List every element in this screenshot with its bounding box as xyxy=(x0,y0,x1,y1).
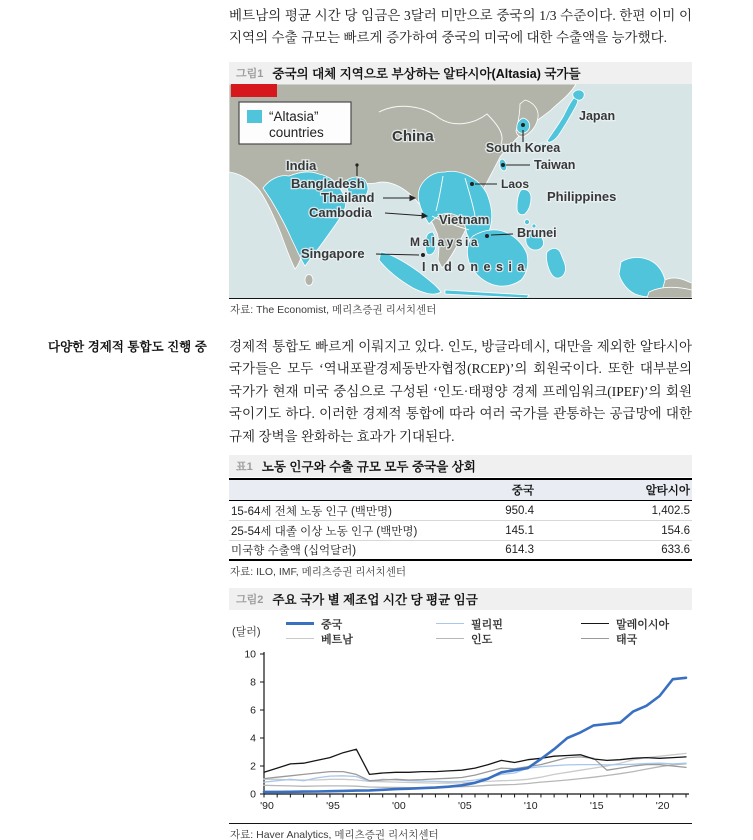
altasia-map xyxy=(229,84,692,298)
row-label: 미국향 수출액 (십억달러) xyxy=(231,545,357,557)
legend-item xyxy=(581,631,731,646)
table-row xyxy=(229,541,692,561)
map-label-philippines: Philippines xyxy=(547,189,617,204)
row-label: 15-64세 전체 노동 인구 (백만명) xyxy=(231,505,392,518)
table-row xyxy=(229,521,692,541)
map-label-singapore: Singapore xyxy=(301,246,365,261)
figure1-header-bar xyxy=(229,62,692,84)
svg-text:10: 10 xyxy=(244,648,256,661)
row-label: 25-54세 대졸 이상 노동 인구 (백만명) xyxy=(231,525,418,538)
figure2-source: 자료: Haver Analytics, 메리츠증권 리서치센터 xyxy=(229,823,692,840)
figure1-title: 중국의 대체 지역으로 부상하는 알타시아(Altasia) 국가들 xyxy=(272,67,581,81)
legend-item xyxy=(286,631,436,646)
table1-title: 노동 인구와 수출 규모 모두 중국을 상회 xyxy=(261,460,476,474)
legend-label: 필리핀 xyxy=(471,618,503,631)
legend-item xyxy=(581,616,731,631)
svg-text:'90: '90 xyxy=(260,800,274,812)
svg-text:'20: '20 xyxy=(655,800,670,812)
map-legend-line2: countries xyxy=(269,125,324,140)
map-label-laos: Laos xyxy=(501,177,530,191)
svg-text:'95: '95 xyxy=(326,800,340,812)
table1-block xyxy=(229,455,692,579)
legend-label: 중국 xyxy=(321,618,343,631)
map-label-brunei: Brunei xyxy=(517,226,557,240)
svg-text:2: 2 xyxy=(250,760,256,773)
map-label-indonesia: Indonesia xyxy=(422,260,530,274)
map-label-china: China xyxy=(392,128,434,145)
chart-legend-row xyxy=(229,614,692,648)
svg-text:'00: '00 xyxy=(392,800,406,812)
legend-swatch xyxy=(581,623,609,625)
body-paragraph: 경제적 통합도 빠르게 이뤄지고 있다. 인도, 방글라데시, 대만을 제외한 알타시아 국가들은 모두 ‘역내포괄경제동반자협정(RCEP)’의 회원국이다. 또한 대부분의 국가가 현재 미국 중심으로 구성된 ‘인도·태평양 경제 프레임워크(IPEF)’의 회원국이기도 하다. 이러한 경제적 통합에 따라 여러 국가를 관통하는 공급망에 대한 규제 장벽을 완화하는 효과가 기대된다. xyxy=(229,339,692,444)
row-value-china: 145.1 xyxy=(505,524,534,537)
svg-text:8: 8 xyxy=(250,676,256,689)
col-header-altasia: 알타시아 xyxy=(645,485,690,497)
chart-legend xyxy=(286,616,731,646)
sidebar-note: 다양한 경제적 통합도 진행 중 xyxy=(48,340,207,354)
table-row xyxy=(229,501,692,521)
figure2-tag: 그림2 xyxy=(236,594,264,606)
svg-text:6: 6 xyxy=(250,704,256,717)
intro-paragraph: 베트남의 평균 시간 당 임금은 3달러 미만으로 중국의 1/3 수준이다. 한편 이미 이 지역의 수출 규모는 빠르게 증가하여 중국의 미국에 대한 수출액을 능가했다. xyxy=(229,8,692,45)
legend-item xyxy=(436,631,581,646)
legend-label: 말레이시아 xyxy=(616,618,670,631)
economist-brand-mark xyxy=(231,84,277,97)
row-value-china: 614.3 xyxy=(505,544,534,556)
row-value-altasia: 633.6 xyxy=(661,544,690,556)
legend-swatch xyxy=(286,638,314,640)
svg-text:'15: '15 xyxy=(589,800,604,812)
map-label-thailand: Thailand xyxy=(321,190,375,205)
legend-item xyxy=(286,616,436,631)
figure1-source: 자료: The Economist, 메리츠증권 리서치센터 xyxy=(229,298,692,317)
table1-header-bar xyxy=(229,455,692,477)
legend-swatch xyxy=(581,638,609,640)
legend-label: 인도 xyxy=(471,633,493,646)
row-value-altasia: 1,402.5 xyxy=(651,504,690,517)
map-label-vietnam: Vietnam xyxy=(439,212,490,227)
map-label-cambodia: Cambodia xyxy=(309,205,372,220)
row-value-altasia: 154.6 xyxy=(661,524,690,537)
svg-text:'05: '05 xyxy=(457,800,472,812)
labor-export-table xyxy=(229,478,692,561)
map-sri-lanka xyxy=(305,275,313,286)
wage-line-chart xyxy=(229,648,692,816)
map-label-japan: Japan xyxy=(579,109,616,123)
figure2-header-bar xyxy=(229,588,692,610)
map-legend-swatch xyxy=(247,110,262,123)
table1-source: 자료: ILO, IMF, 메리츠증권 리서치센터 xyxy=(230,566,406,578)
map-label-south-korea: South Korea xyxy=(485,141,561,155)
legend-label: 태국 xyxy=(616,633,638,646)
map-label-malaysia: Malaysia xyxy=(410,235,481,249)
svg-text:0: 0 xyxy=(250,788,256,801)
svg-text:4: 4 xyxy=(250,732,256,745)
table-header-row xyxy=(229,478,692,501)
map-visayas-1 xyxy=(525,220,530,225)
row-value-china: 950.4 xyxy=(505,504,534,517)
col-header-china: 중국 xyxy=(511,485,534,497)
legend-swatch xyxy=(436,638,464,640)
legend-swatch xyxy=(286,622,314,625)
map-legend-line1: “Altasia” xyxy=(269,109,319,124)
map-hokkaido xyxy=(573,90,584,100)
figure1-block xyxy=(229,62,692,317)
map-label-india: India xyxy=(286,158,317,173)
figure2-block xyxy=(229,588,692,840)
map-label-bangladesh: Bangladesh xyxy=(291,176,365,191)
altasia-map-svg xyxy=(229,84,692,298)
legend-item xyxy=(436,616,581,631)
legend-swatch xyxy=(436,623,464,625)
legend-label: 베트남 xyxy=(321,633,353,646)
figure1-tag: 그림1 xyxy=(236,68,264,80)
figure2-title: 주요 국가 별 제조업 시간 당 평균 임금 xyxy=(272,593,478,607)
y-axis-unit-label: (달러) xyxy=(232,626,261,638)
svg-text:'10: '10 xyxy=(523,800,538,812)
table1-tag: 표1 xyxy=(236,461,253,473)
map-label-taiwan: Taiwan xyxy=(534,158,576,172)
